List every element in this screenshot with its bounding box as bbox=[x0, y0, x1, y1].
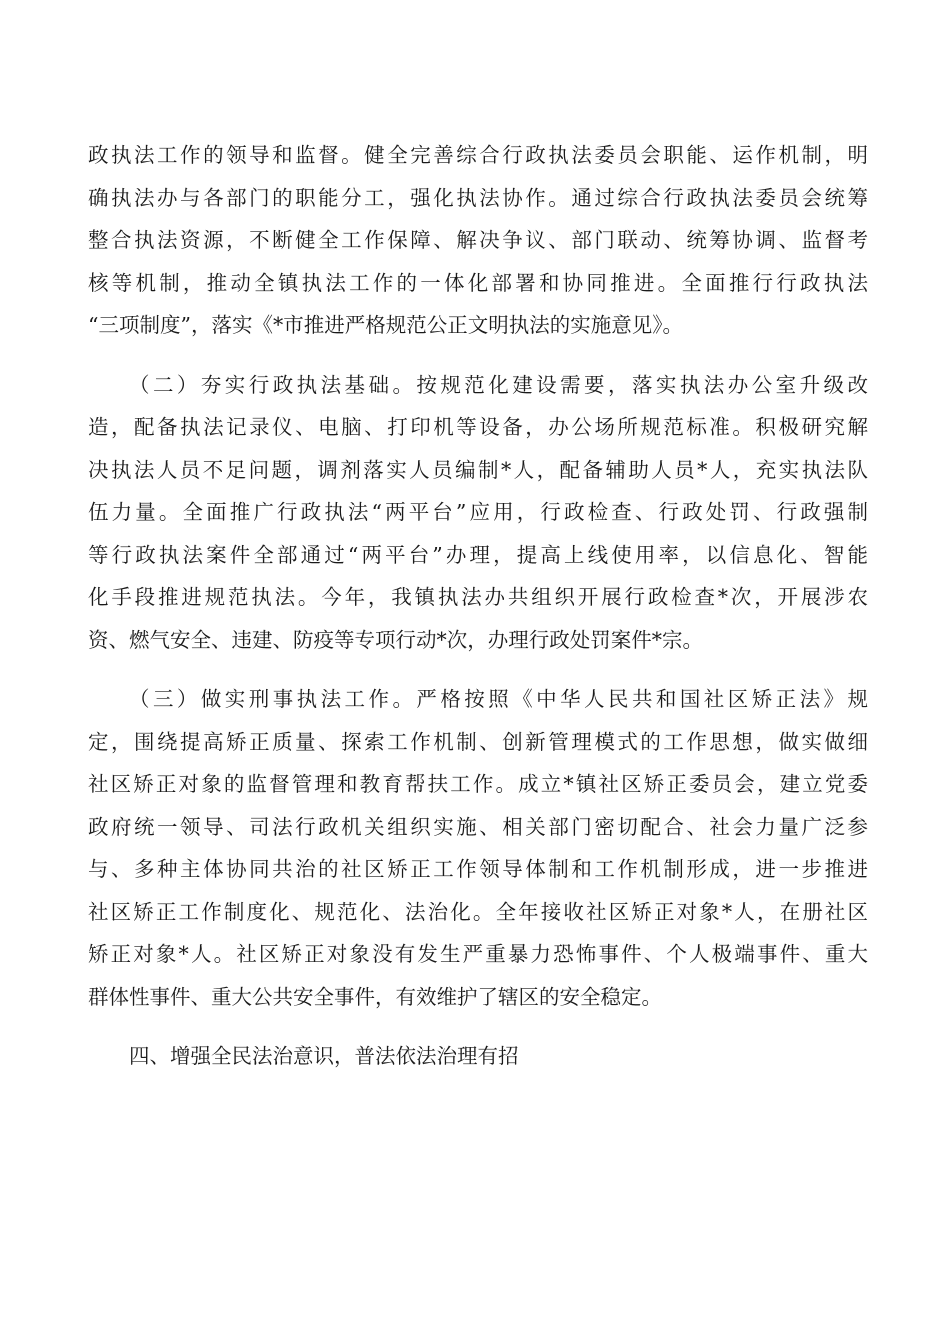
text-line: “三项制度”，落实《*市推进严格规范公正文明执法的实施意见》。 bbox=[88, 313, 683, 337]
text-line: 伍力量。全面推广行政执法“两平台”应用，行政检查、行政处罚、行政强制 bbox=[88, 500, 868, 524]
text-line: 核等机制，推动全镇执法工作的一体化部署和协同推进。全面推行行政执法 bbox=[88, 270, 868, 295]
paragraph-section-3 bbox=[88, 678, 868, 1018]
text-line: （二）夯实行政执法基础。按规范化建设需要，落实执法办公室升级改 bbox=[129, 372, 868, 397]
text-line: 决执法人员不足问题，调剂落实人员编制*人，配备辅助人员*人，充实执法队 bbox=[88, 457, 868, 482]
text-line: 社区矫正对象的监督管理和教育帮扶工作。成立*镇社区矫正委员会，建立党委 bbox=[88, 772, 868, 796]
text-line: 等行政执法案件全部通过“两平台”办理，提高上线使用率，以信息化、智能 bbox=[88, 542, 868, 567]
text-line: 化手段推进规范执法。今年，我镇执法办共组织开展行政检查*次，开展涉农 bbox=[88, 585, 868, 609]
paragraph-section-2 bbox=[88, 364, 868, 662]
heading-line: 四、增强全民法治意识，普法依法治理有招 bbox=[129, 1044, 519, 1068]
text-line: 矫正对象*人。社区矫正对象没有发生严重暴力恐怖事件、个人极端事件、重大 bbox=[88, 942, 868, 966]
document-body bbox=[88, 134, 868, 1078]
text-line: 群体性事件、重大公共安全事件，有效维护了辖区的安全稳定。 bbox=[88, 984, 662, 1009]
text-line: 资、燃气安全、违建、防疫等专项行动*次，办理行政处罚案件*宗。 bbox=[88, 627, 703, 652]
text-line: 整合执法资源，不断健全工作保障、解决争议、部门联动、统筹协调、监督考 bbox=[88, 228, 868, 252]
section-heading bbox=[88, 1035, 868, 1078]
paragraph-continuation bbox=[88, 134, 868, 347]
text-line: 社区矫正工作制度化、规范化、法治化。全年接收社区矫正对象*人，在册社区 bbox=[88, 899, 868, 924]
text-line: （三）做实刑事执法工作。严格按照《中华人民共和国社区矫正法》规 bbox=[129, 687, 868, 711]
text-line: 定，围绕提高矫正质量、探索工作机制、创新管理模式的工作思想，做实做细 bbox=[88, 729, 868, 754]
text-line: 与、多种主体协同共治的社区矫正工作领导体制和工作机制形成，进一步推进 bbox=[88, 857, 868, 881]
text-line: 造，配备执法记录仪、电脑、打印机等设备，办公场所规范标准。积极研究解 bbox=[88, 415, 868, 439]
text-line: 政府统一领导、司法行政机关组织实施、相关部门密切配合、社会力量广泛参 bbox=[88, 814, 868, 839]
text-line: 政执法工作的领导和监督。健全完善综合行政执法委员会职能、运作机制，明 bbox=[88, 143, 868, 167]
text-line: 确执法办与各部门的职能分工，强化执法协作。通过综合行政执法委员会统筹 bbox=[88, 185, 868, 210]
